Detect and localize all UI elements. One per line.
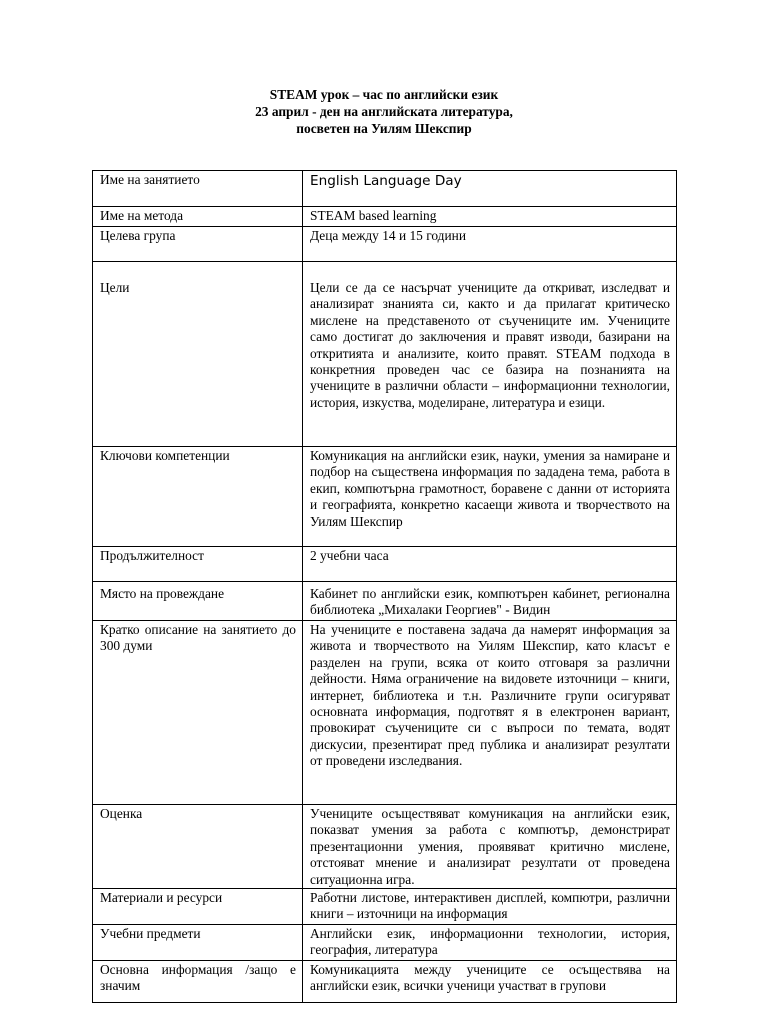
table-row [93, 171, 677, 207]
table-row [93, 207, 677, 227]
lesson-info-table [92, 170, 677, 1003]
table-row [93, 925, 677, 961]
row-value-short-description: На учениците е поставена задача да намерят информация за живота и творчеството на Уилям Шекспир, като класът е разделен на групи, всяка от които отговаря за различни дейности. Няма ограничение на видовете източници – книги, интернет, библиотека и т.н. Различните групи осигуряват основната информация, подготвят я в електронен вариант, провокират съучениците си с въпроси по темата, водят дискусии, презентират пред публика и анализират резултати от проведени изследвания. [303, 621, 677, 805]
row-label-goals: Цели [93, 262, 303, 447]
row-value-goals: Цели се да се насърчат учениците да откриват, изследват и анализират знанията си, както и да прилагат критическо мислене на представеното от съучениците им. Учениците само достигат до заключения и правят изводи, базирани на откритията и анализите, които правят. STEAM подхода в конкретния проведен час се базира на познанията на учениците в различни области – информационни технологии, история, изкуства, моделиране, литература и езици. [303, 262, 677, 447]
table-row [93, 227, 677, 262]
table-row [93, 889, 677, 925]
row-value-key-competences: Комуникация на английски език, науки, умения за намиране и подбор на съществена информация по зададена тема, работа в екип, компютърна грамотност, боравене с данни от историята и географията, конкретно касаещи живота и творчеството на Уилям Шекспир [303, 447, 677, 547]
row-label-key-competences: Ключови компетенции [93, 447, 303, 547]
table-row [93, 621, 677, 805]
title-line-2: 23 април - ден на английската литература, [255, 104, 513, 119]
row-label-materials: Материали и ресурси [93, 889, 303, 925]
row-label-activity-name: Име на занятието [93, 171, 303, 207]
row-label-assessment: Оценка [93, 805, 303, 889]
row-value-subjects: Английски език, информационни технологии, история, география, литература [303, 925, 677, 961]
row-label-subjects: Учебни предмети [93, 925, 303, 961]
row-label-method: Име на метода [93, 207, 303, 227]
row-label-main-info: Основна информация /защо е значим [93, 961, 303, 1003]
row-label-short-description: Кратко описание на занятието до 300 думи [93, 621, 303, 805]
table-row [93, 262, 677, 447]
title-line-1: STEAM урок – час по английски език [269, 87, 499, 102]
row-value-materials: Работни листове, интерактивен дисплей, компютри, различни книги – източници на информация [303, 889, 677, 925]
row-value-activity-name: English Language Day [303, 171, 677, 207]
row-value-main-info: Комуникацията между учениците се осъществява на английски език, всички ученици участват в групови [303, 961, 677, 1003]
row-label-target-group: Целева група [93, 227, 303, 262]
row-value-method: STEAM based learning [303, 207, 677, 227]
table-row [93, 582, 677, 621]
row-value-duration: 2 учебни часа [303, 547, 677, 582]
table-row [93, 447, 677, 547]
row-label-duration: Продължителност [93, 547, 303, 582]
row-value-location: Кабинет по английски език, компютърен кабинет, регионална библиотека „Михалаки Георгиев" - Видин [303, 582, 677, 621]
table-row [93, 805, 677, 889]
row-value-assessment: Учениците осъществяват комуникация на английски език, показват умения за работа с компютър, демонстрират презентационни умения, проявяват критично мислене, отстояват мнение и анализират резултати от проведена ситуационна игра. [303, 805, 677, 889]
title-line-3: посветен на Уилям Шекспир [296, 121, 472, 136]
table-row [93, 547, 677, 582]
row-value-target-group: Деца между 14 и 15 години [303, 227, 677, 262]
row-label-location: Място на провеждане [93, 582, 303, 621]
table-row [93, 961, 677, 1003]
document-title [0, 86, 768, 137]
